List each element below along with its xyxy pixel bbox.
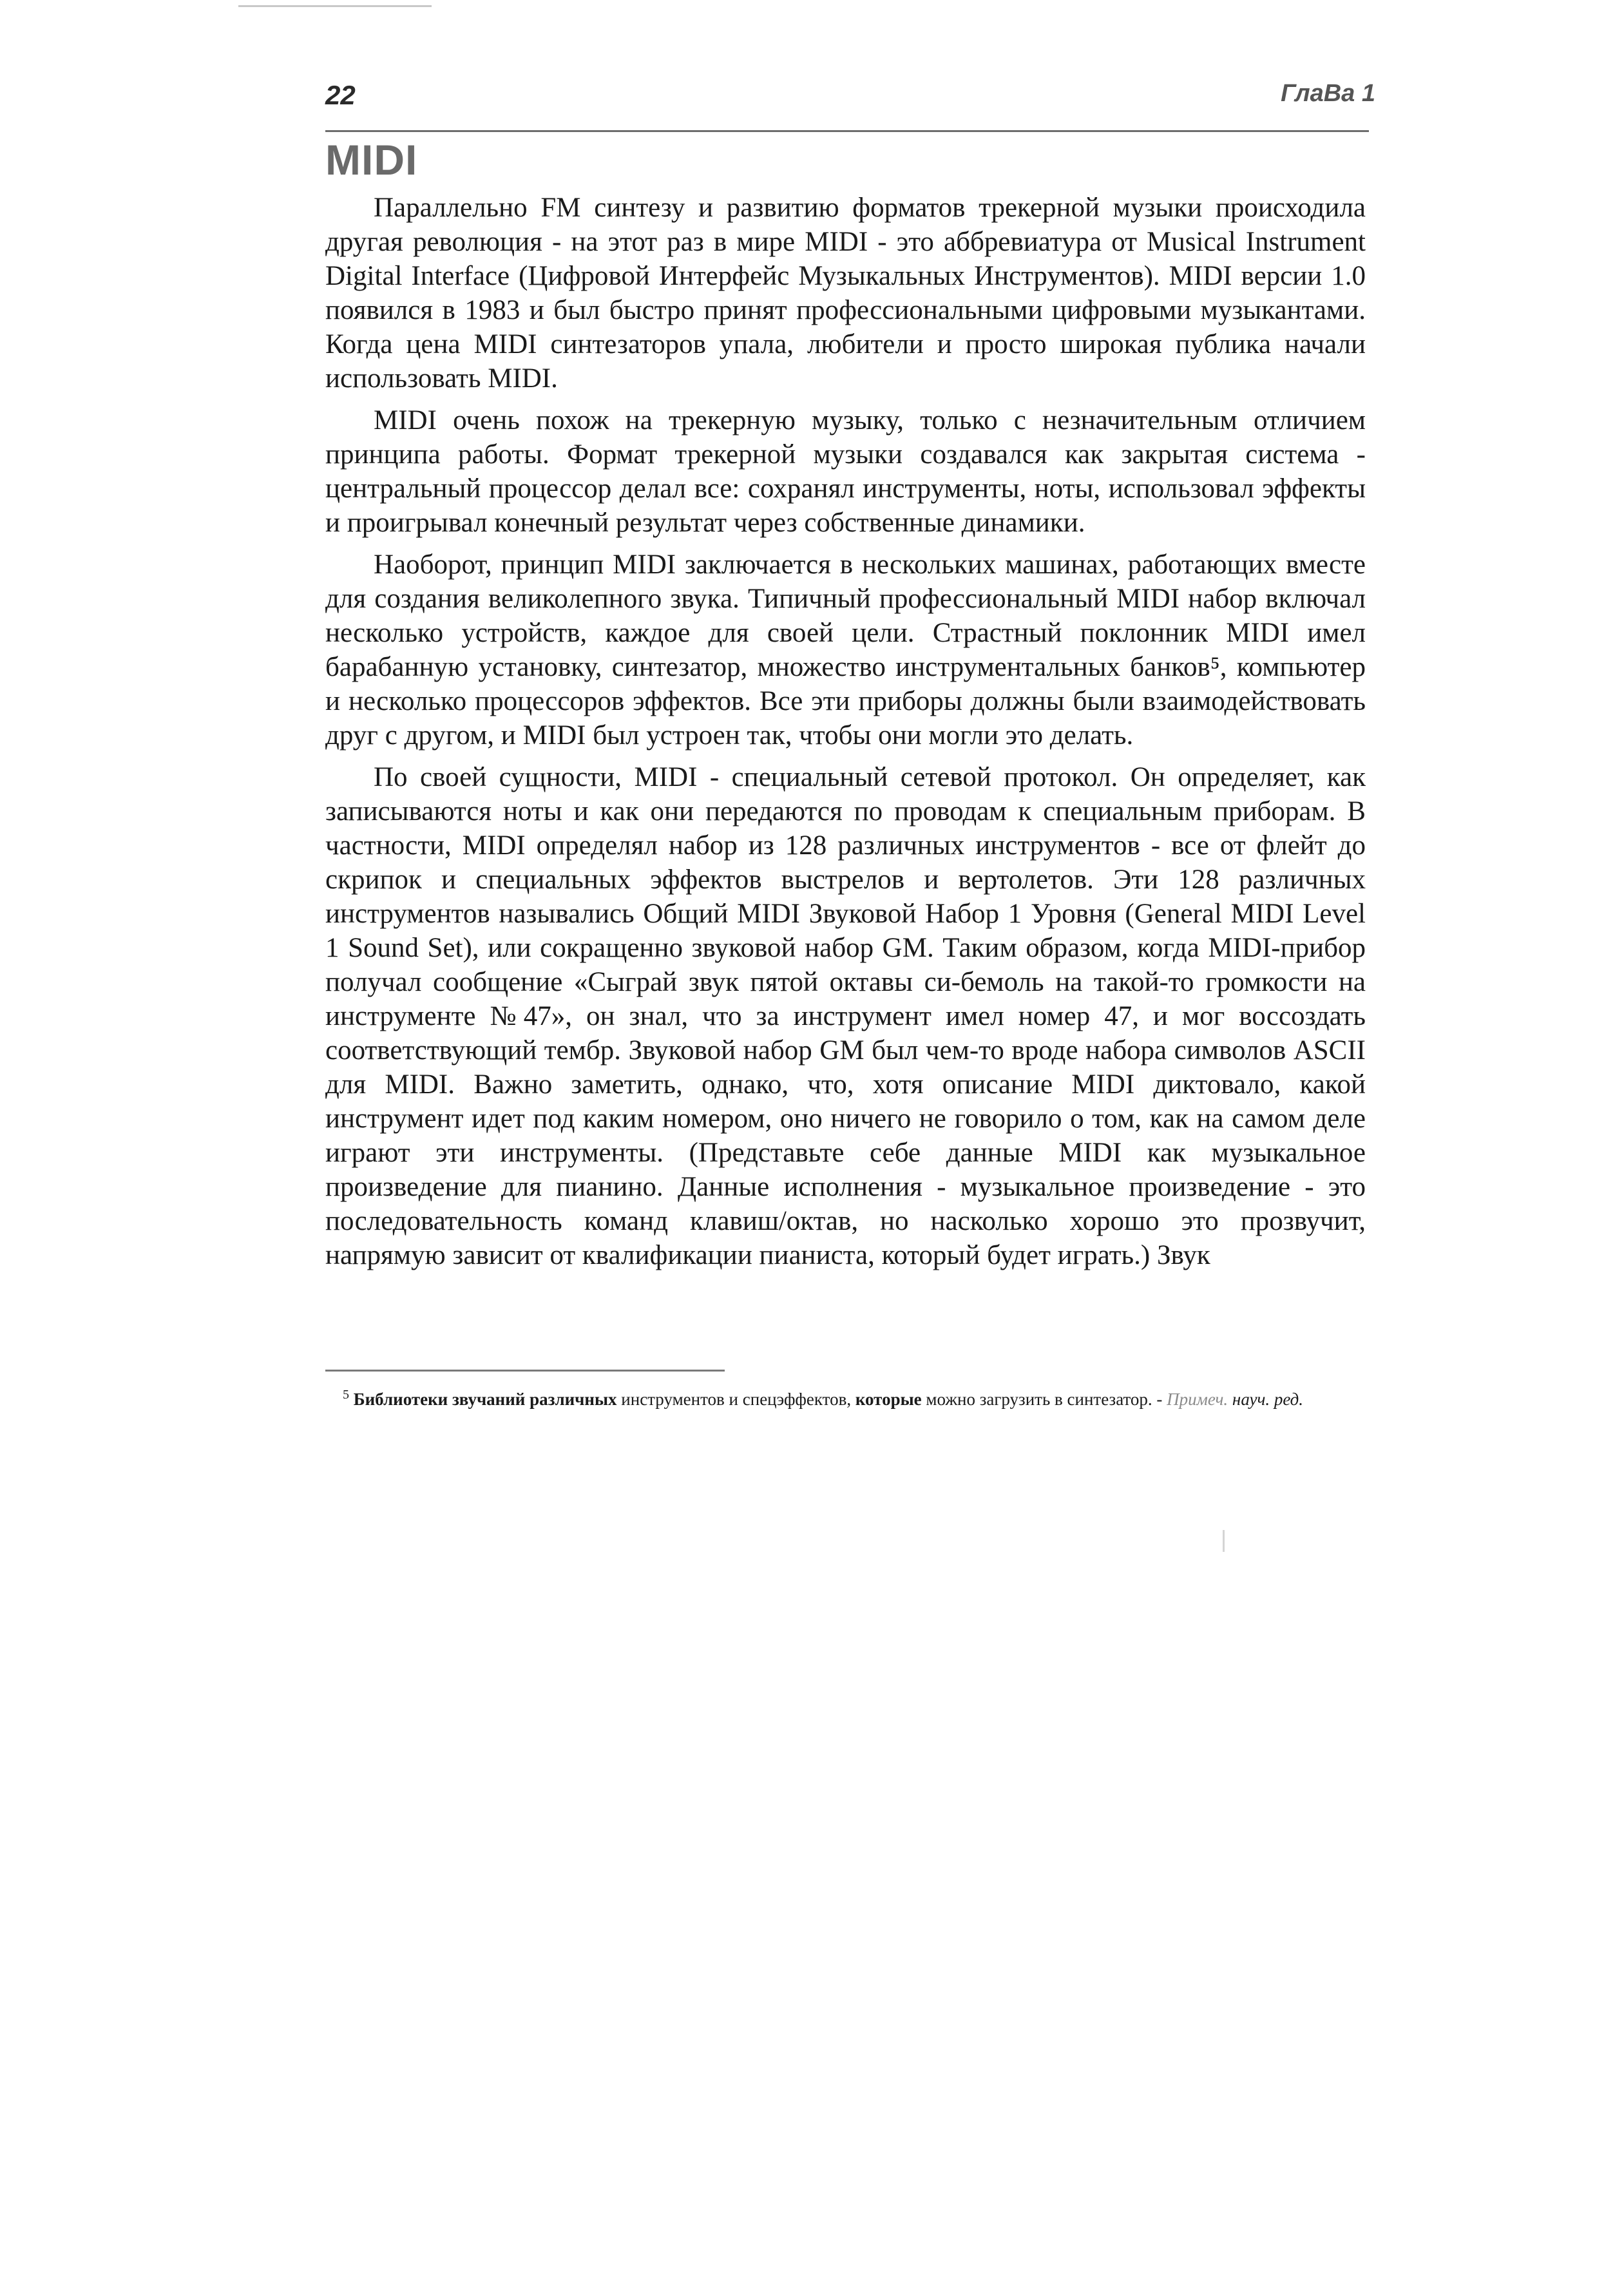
page-header: [325, 77, 1375, 122]
footnote-number: 5: [343, 1388, 349, 1402]
footnote-text-a: инструментов и спецэффектов,: [616, 1390, 855, 1409]
footnote-divider: [325, 1370, 725, 1372]
header-divider: [325, 130, 1369, 132]
paragraph-4: По своей сущности, MIDI - специальный сетевой протокол. Он определяет, как записываются ноты и как они передаются по проводам к специальным приборам. В частности, MIDI определял набор из 128 различных инструментов - все от флейт до скрипок и специальных эффектов выстрелов и вертолетов. Эти 128 различных инструментов назывались Общий MIDI Звуковой Набор 1 Уровня (General MIDI Level 1 Sound Set), или сокращенно звуковой набор GM. Таким образом, когда MIDI-прибор получал сообщение «Сыграй звук пятой октавы си-бемоль на такой-то громкости на инструменте №47», он знал, что за инструмент имел номер 47, и мог воссоздать соответствующий тембр. Звуковой набор GM был чем-то вроде набора символов ASCII для MIDI. Важно заметить, однако, что, хотя описание MIDI диктовало, какой инструмент идет под каким номером, оно ничего не говорило о том, как на самом деле играют эти инструменты. (Представьте себе данные MIDI как музыкальное произведение для пианино. Данные исполнения - музыкальное произведение - это последовательность команд клавиш/октав, но насколько хорошо это прозвучит, напрямую зависит от квалификации пианиста, который будет играть.) Звук: [325, 762, 1366, 1270]
paragraph-3: Наоборот, принцип MIDI заключается в нескольких машинах, работающих вместе для создания великолепного звука. Типичный профессиональный MIDI набор включал несколько устройств, каждое для своей цели. Страстный поклонник MIDI имел барабанную установку, синтезатор, множество инструментальных банков⁵, компьютер и несколько процессоров эффектов. Все эти приборы должны были взаимодействовать друг с другом, и MIDI был устроен так, чтобы они могли это делать.: [325, 550, 1366, 751]
footnote-note-a: Примеч.: [1167, 1390, 1228, 1409]
scan-artifact-mark: [1223, 1530, 1225, 1552]
scan-artifact-line: [238, 5, 432, 7]
footnote-note-b: науч. ред.: [1228, 1390, 1304, 1409]
footnote-bold-a: Библиотеки звучаний различных: [353, 1390, 617, 1409]
body-text: [325, 191, 1366, 1272]
page-number: 22: [325, 80, 356, 110]
footnote: [325, 1382, 1369, 1411]
footnote-text-b: можно загрузить в синтезатор. -: [921, 1390, 1167, 1409]
paragraph-1: Параллельно FM синтезу и развитию форматов трекерной музыки происходила другая революция - на этот раз в мире MIDI - это аббревиатура от Musical Instrument Digital Interface (Цифровой Интерфейс Музыкальных Инструментов). MIDI версии 1.0 появился в 1983 и был быстро принят профессиональными цифровыми музыкантами. Когда цена MIDI синтезаторов упала, любители и просто широкая публика начали использовать MIDI.: [325, 193, 1366, 394]
footnote-bold-b: которые: [855, 1390, 922, 1409]
chapter-label: ГлаВа 1: [1281, 80, 1375, 107]
paragraph-2: MIDI очень похож на трекерную музыку, только с незначительным отличием принципа работы. Формат трекерной музыки создавался как закрытая система - центральный процессор делал все: сохранял инструменты, ноты, использовал эффекты и проигрывал конечный результат через собственные динамики.: [325, 405, 1366, 538]
section-title: MIDI: [325, 136, 418, 184]
